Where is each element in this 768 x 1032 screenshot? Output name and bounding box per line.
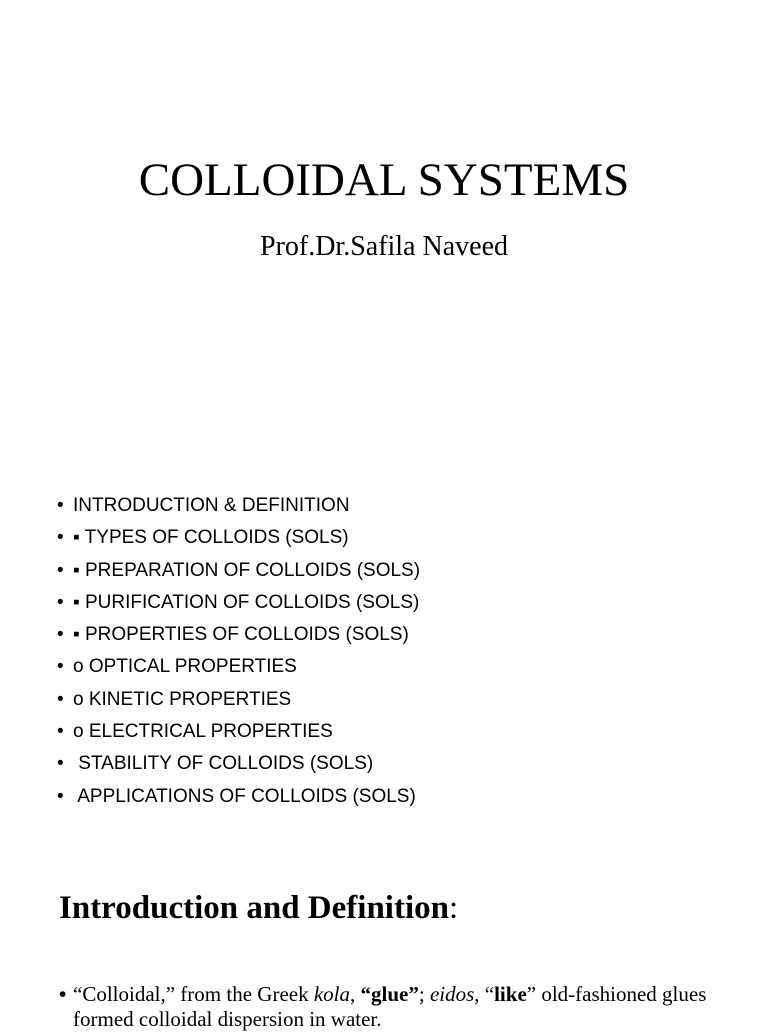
- bullet-icon: •: [57, 527, 64, 549]
- slide-title: COLLOIDAL SYSTEMS: [138, 154, 630, 206]
- bullet-icon: •: [57, 591, 64, 613]
- paragraph-run: “Colloidal,” from the Greek: [73, 982, 314, 1006]
- topic-label: APPLICATIONS OF COLLOIDS (SOLS): [73, 785, 416, 807]
- intro-paragraph: [59, 982, 739, 1032]
- list-item: [57, 555, 420, 587]
- paragraph-run: , “: [474, 982, 495, 1006]
- word-glue: “glue”: [360, 982, 419, 1006]
- bullet-icon: •: [57, 721, 64, 743]
- section-heading-colon: :: [448, 890, 459, 926]
- section-heading: [59, 886, 458, 930]
- topic-label: o KINETIC PROPERTIES: [73, 688, 292, 710]
- section-heading-text: Introduction and Definition: [59, 890, 449, 926]
- bullet-icon: •: [57, 624, 64, 646]
- bullet-icon: •: [57, 656, 64, 678]
- list-item: [57, 651, 420, 683]
- paragraph-run: ,: [350, 982, 361, 1006]
- bullet-icon: •: [57, 495, 64, 516]
- paragraph-run: ;: [418, 982, 430, 1006]
- list-item: [57, 587, 420, 619]
- bullet-icon: •: [57, 785, 64, 807]
- list-item: [57, 684, 420, 716]
- topic-label: o ELECTRICAL PROPERTIES: [73, 721, 333, 743]
- topic-label: ▪ PROPERTIES OF COLLOIDS (SOLS): [73, 624, 409, 646]
- topic-label: INTRODUCTION & DEFINITION: [73, 495, 350, 516]
- topic-label: ▪ PURIFICATION OF COLLOIDS (SOLS): [73, 591, 420, 613]
- greek-word-eidos: eidos: [429, 982, 475, 1006]
- paragraph-run: ” old-fashioned glues formed colloidal dispersion in water.: [73, 982, 707, 1031]
- list-item: [57, 781, 420, 813]
- list-item: [57, 748, 420, 780]
- topic-label: STABILITY OF COLLOIDS (SOLS): [73, 753, 374, 775]
- list-item: [57, 522, 420, 554]
- bullet-icon: •: [57, 753, 64, 775]
- list-item: [57, 619, 420, 651]
- topic-label: ▪ PREPARATION OF COLLOIDS (SOLS): [73, 559, 421, 581]
- topic-label: ▪ TYPES OF COLLOIDS (SOLS): [73, 527, 349, 549]
- paragraph-text: [73, 982, 739, 1032]
- list-item: [57, 490, 420, 522]
- bullet-icon: •: [57, 688, 64, 710]
- greek-word-kola: kola: [313, 982, 350, 1006]
- word-like: like: [494, 982, 527, 1006]
- topic-list: [57, 490, 420, 813]
- bullet-icon: •: [57, 559, 64, 581]
- list-item: [57, 716, 420, 748]
- slide-subtitle: Prof.Dr.Safila Naveed: [259, 231, 509, 262]
- bullet-icon: •: [59, 983, 67, 1006]
- topic-label: o OPTICAL PROPERTIES: [73, 656, 297, 678]
